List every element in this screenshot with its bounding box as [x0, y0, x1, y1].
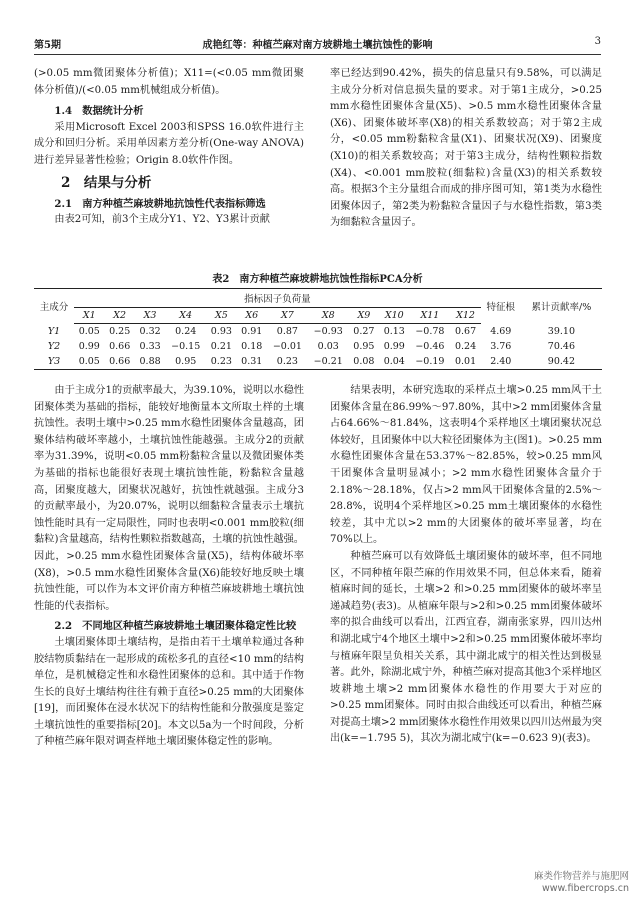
paragraph-ramie-effect: 种植苎麻可以有效降低土壤团聚体的破坏率，但不同地区，不同种植年限苎麻的作用效果不同，但总体来看，随着植麻时间的延长，土壤>2 和>0.25 mm团聚体的破坏率呈递减趋势(表3)。从植麻年限与>2和>0.25 mm团聚体破坏率的拟合曲线可以看出，江西宜春，湖南张家界，四川达州和湖北咸宁4个地区土壤中>2和>0.25 mm团聚体破坏率均与植麻年限呈负相关关系，其中湖北咸宁的相关性达到极显著。此外，除湖北咸宁外，种植苎麻对提高其他3个采样地区坡耕地土壤>2 mm团聚体水稳性的作用要大于对应的>0.25 mm团聚体。同时由拟合曲线还可以看出，种植苎麻对提高土壤>2 mm团聚体水稳性作用效果以四川达州最为突出(k=−1.795 5)，其次为湖北咸宁(k=−0.623 9)(表3)。 [330, 550, 602, 745]
eigenvalue: 3.76 [490, 341, 512, 352]
right-column-bottom [330, 383, 602, 748]
loading-value: 0.31 [237, 354, 267, 370]
issue-number: 第5期 [34, 40, 61, 51]
loading-value: 0.66 [104, 354, 134, 370]
loading-value: 0.99 [383, 341, 405, 352]
header-rule [34, 54, 601, 55]
watermark-name: 麻类作物营养与施肥网 [533, 871, 629, 882]
loading-value: −0.46 [415, 341, 445, 352]
table-row [34, 354, 602, 370]
loading-value: 0.18 [241, 341, 263, 352]
factor-header: X2 [104, 308, 134, 324]
factor-header: X3 [135, 308, 165, 324]
loading-value: 0.05 [78, 326, 100, 337]
watermark-url: www.fibercrops.cn [542, 883, 629, 894]
paragraph-2-1: 由表2可知，前3个主成分Y1、Y2、Y3累计贡献 [54, 214, 270, 226]
factor-header: X7 [267, 308, 308, 324]
right-column-top [330, 66, 602, 232]
paragraph-continued: (>0.05 mm微团聚体分析值)；X11=(<0.05 mm微团聚体分析值)/(<0.05 mm机械组成分析值)。 [34, 68, 304, 96]
header-eigenvalue: 特征根 [481, 289, 521, 324]
header-cumulative: 累计贡献率/% [521, 289, 602, 324]
table-row [34, 339, 602, 354]
paragraph-stats: 采用Microsoft Excel 2003和SPSS 16.0软件进行主成分和回归分析。采用单因素方差分析(One-way ANOVA)进行差异显著性检验；Origin 8.0软件作图。 [34, 121, 304, 166]
component-name: Y3 [34, 354, 74, 370]
paragraph-results: 结果表明，本研究选取的采样点土壤>0.25 mm风干土团聚体含量在86.99%～97.80%，其中>2 mm团聚体含量占64.66%～81.84%，这表明4个采样地区土壤团聚状况总体较好，且团聚体中以大粒径团聚体为主(图1)。>0.25 mm水稳性团聚体含量在53.37%～82.85%，较>0.25 mm风干团聚体含量明显减小；>2 mm水稳性团聚体含量介于2.18%～28.18%，仅占>2 mm风干团聚体含量的2.5%～28.8%，说明4个采样地区>0.25 mm土壤团聚体的水稳性较差，其中尤以>2 mm的大团聚体的破坏率显著，均在70%以上。 [330, 385, 602, 546]
loading-value: 0.67 [454, 326, 477, 337]
factor-header: X11 [409, 308, 450, 324]
loading-value: 0.99 [78, 341, 100, 352]
paragraph-aggregate-structure: 土壤团聚体即土壤结构，是指由若干土壤单粒通过各种胶结物质黏结在一起形成的疏松多孔的直径<10 mm的结构单位，是机械稳定性和水稳性团聚体的总和。其中适于作物生长的良好土壤结构往往有赖于直径>0.25 mm的大团聚体[19]，而团聚体在浸水状况下的结构性能和分散强度是鉴定土壤抗蚀性的重要指标[20]。本文以5a为一个时间段，分析了种植苎麻年限对调查样地土壤团聚体稳定性的影响。 [34, 636, 304, 748]
heading-1-4: 1.4 数据统计分析 [54, 105, 144, 118]
loading-value: 0.21 [210, 341, 232, 352]
pca-table-body [34, 324, 602, 370]
left-column-top [34, 66, 304, 229]
cumulative-contribution: 90.42 [521, 354, 602, 370]
factor-header: X9 [349, 308, 379, 324]
factor-header: X12 [450, 308, 480, 324]
loading-value: 0.93 [210, 326, 232, 337]
loading-value: 0.23 [267, 354, 308, 370]
heading-2-1: 2.1 南方种植苎麻坡耕地抗蚀性代表指标筛选 [54, 197, 266, 210]
heading-2-2: 2.2 不同地区种植苎麻坡耕地土壤团聚体稳定性比较 [54, 620, 297, 633]
loading-value: −0.78 [415, 326, 445, 337]
factor-header: X10 [379, 308, 409, 324]
factor-header: X8 [308, 308, 349, 324]
eigenvalue: 4.69 [490, 325, 512, 337]
loading-value: 0.13 [383, 326, 405, 337]
loading-value: 0.05 [74, 354, 104, 370]
page-number: 3 [594, 36, 601, 47]
loading-value: 0.91 [241, 326, 263, 337]
loading-value: 0.95 [353, 341, 375, 352]
watermark [534, 871, 629, 895]
cumulative-contribution: 39.10 [547, 325, 575, 337]
loading-value: 0.03 [317, 341, 339, 352]
factor-header: X5 [206, 308, 236, 324]
section-heading-2: 2 结果与分析 [61, 174, 152, 191]
loading-value: 0.08 [349, 354, 379, 370]
loading-value: 0.24 [175, 326, 197, 337]
header-factor-loading: 指标因子负荷量 [74, 289, 481, 308]
loading-value: 0.24 [454, 341, 477, 352]
pca-table [34, 288, 602, 370]
loading-value: −0.19 [409, 354, 450, 370]
loading-value: 0.27 [353, 326, 375, 337]
running-title: 成艳红等：种植苎麻对南方坡耕地土壤抗蚀性的影响 [202, 40, 433, 51]
left-column-bottom [34, 383, 304, 751]
component-name: Y2 [47, 341, 61, 352]
loading-value: −0.93 [313, 326, 343, 337]
running-header [34, 36, 601, 52]
loading-value: 0.87 [276, 326, 298, 337]
paragraph-component-analysis: 由于主成分1的贡献率最大，为39.10%，说明以水稳性团聚体类为基础的指标，能较好地衡量本文所取土样的土壤抗蚀性。表明土壤中>0.25 mm水稳性团聚体含量越高，团聚体结构破坏率越小，土壤抗蚀性能越强。主成分2的贡献率为31.39%，说明<0.05 mm粉黏粒含量以及微团聚体类为基础的指标也能很好表现土壤抗蚀性能，粉黏粒含量越高，团聚度越大，团聚状况越好，抗蚀性就越强。主成分3的贡献率最小，为20.07%，说明以细黏粒含量表示土壤抗蚀性能时具有一定局限性，同时也表明<0.001 mm胶粒(细黏粒)含量越高，结构性颗粒指数越高，土壤的抗蚀性越强。因此，>0.25 mm水稳性团聚体含量(X5)，结构体破坏率(X8)，>0.5 mm水稳性团聚体含量(X6)能较好地反映土壤抗蚀性能，可以作为本文评价南方种植苎麻坡耕地土壤抗蚀性能的代表指标。 [34, 385, 304, 612]
loading-value: −0.15 [171, 341, 201, 352]
loading-value: 0.33 [139, 341, 161, 352]
loading-value: −0.01 [272, 341, 302, 352]
paragraph-pca-summary: 率已经达到90.42%，损失的信息量只有9.58%，可以满足主成分分析对信息损失量的要求。对于第1主成分，>0.25 mm水稳性团聚体含量(X5)、>0.5 mm水稳性团聚体含量(X6)、团聚体破坏率(X8)的相关系数较高；对于第2主成分，<0.05 mm粉黏粒含量(X1)、团聚状况(X9)、团聚度(X10)的相关系数较高；对于第3主成分，结构性颗粒指数(X4)、<0.001 mm胶粒(细黏粒)含量(X3)的相关系数较高。根据3个主分量组合而成的排序图可知，第1类为水稳性团聚体因子，第2类为粉黏粒含量因子与水稳性指数，第3类为细黏粒含量因子。 [330, 68, 602, 229]
loading-value: −0.21 [308, 354, 349, 370]
eigenvalue: 2.40 [481, 354, 521, 370]
component-name: Y1 [47, 325, 61, 337]
factor-header: X6 [237, 308, 267, 324]
header-main-component: 主成分 [34, 289, 74, 324]
table-row [34, 324, 602, 340]
loading-value: 0.95 [165, 354, 206, 370]
factor-header: X1 [74, 308, 104, 324]
factor-header: X4 [165, 308, 206, 324]
cumulative-contribution: 70.46 [547, 341, 575, 352]
loading-value: 0.32 [139, 326, 161, 337]
loading-value: 0.04 [379, 354, 409, 370]
table-title: 表2 南方种植苎麻坡耕地抗蚀性指标PCA分析 [212, 274, 423, 285]
loading-value: 0.88 [135, 354, 165, 370]
loading-value: 0.23 [206, 354, 236, 370]
loading-value: 0.66 [109, 341, 131, 352]
loading-value: 0.01 [450, 354, 480, 370]
loading-value: 0.25 [109, 326, 131, 337]
